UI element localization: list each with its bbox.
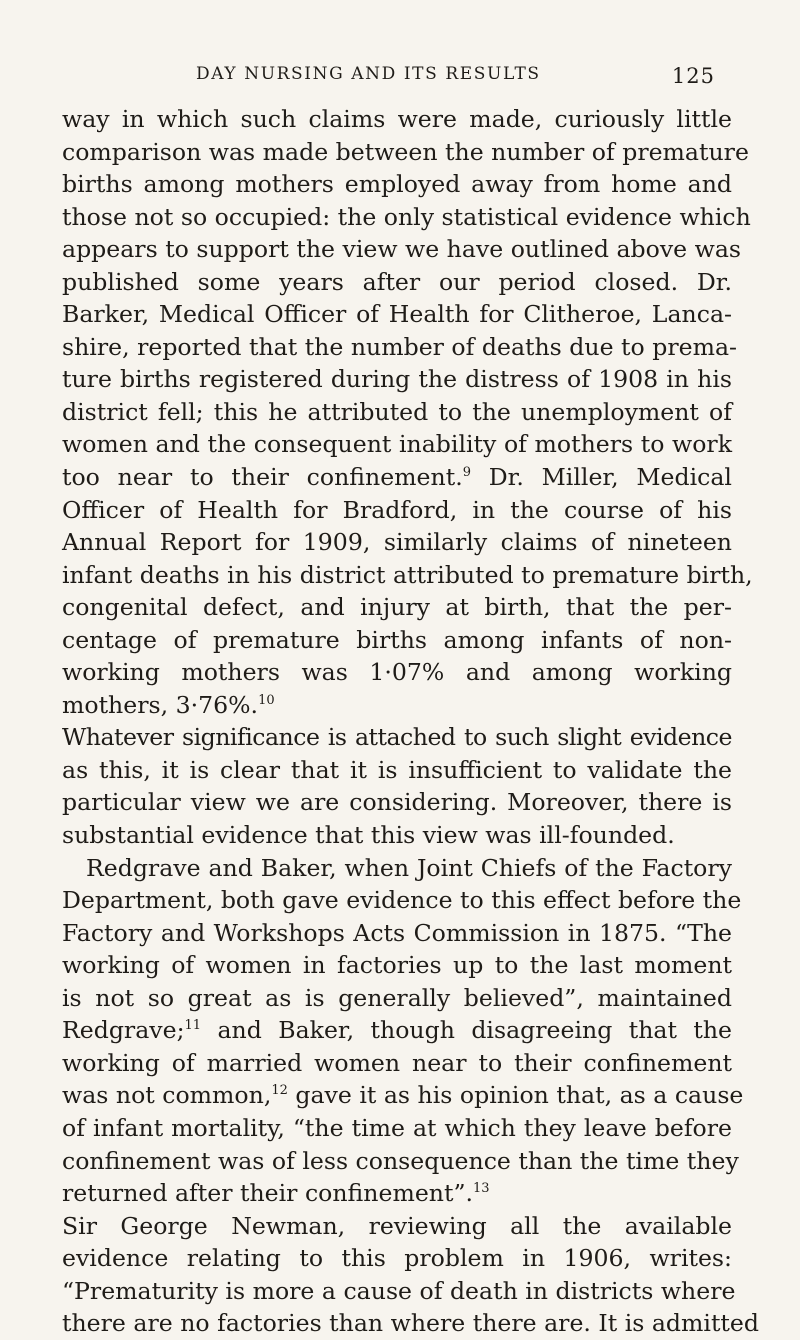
footnote-marker[interactable]: 13 bbox=[473, 1181, 490, 1197]
text-line: centage of premature births among infants of non- bbox=[62, 625, 732, 654]
text-line: congenital defect, and injury at birth, that the per- bbox=[62, 593, 732, 622]
page-number: 125 bbox=[671, 64, 715, 88]
text-line: confinement was of less consequence than the time they bbox=[62, 1146, 739, 1175]
paragraph bbox=[62, 721, 732, 851]
text-line: working of women in factories up to the last moment bbox=[62, 951, 732, 980]
text-line: district fell; this he attributed to the unemployment of bbox=[62, 397, 732, 426]
text-line: Barker, Medical Officer of Health for Clitheroe, Lanca- bbox=[62, 300, 732, 329]
text-segment: was not common, bbox=[62, 1081, 272, 1110]
running-head bbox=[0, 64, 800, 88]
text-line: is not so great as is generally believed”, maintained bbox=[62, 983, 732, 1012]
text-line: Officer of Health for Bradford, in the course of his bbox=[62, 495, 732, 524]
text-line: Redgrave and Baker, when Joint Chiefs of the Factory bbox=[86, 853, 732, 882]
text-line: births among mothers employed away from home and bbox=[62, 170, 732, 199]
text-segment: mothers, 3·76%. bbox=[62, 690, 259, 719]
text-line: working mothers was 1·07% and among working bbox=[62, 658, 732, 687]
text-line: ture births registered during the distress of 1908 in his bbox=[62, 365, 732, 394]
text-segment: gave it as his opinion that, as a cause bbox=[287, 1081, 744, 1110]
text-line-with-footnote bbox=[62, 1014, 732, 1047]
text-line: shire, reported that the number of deaths due to prema- bbox=[62, 332, 737, 361]
text-line-with-footnote bbox=[62, 1177, 732, 1210]
text-segment: returned after their confinement”. bbox=[62, 1179, 474, 1208]
text-line-with-footnote bbox=[62, 689, 732, 722]
body-text bbox=[62, 103, 759, 1340]
text-line: as this, it is clear that it is insufficient to validate the bbox=[62, 755, 732, 784]
running-title: DAY NURSING AND ITS RESULTS bbox=[196, 64, 541, 84]
text-line: working of married women near to their confinement bbox=[62, 1048, 732, 1077]
text-segment: Redgrave; bbox=[62, 1016, 185, 1045]
text-segment: Dr. Miller, Medical bbox=[470, 463, 732, 492]
footnote-marker[interactable]: 11 bbox=[184, 1018, 202, 1034]
footnote-marker[interactable]: 10 bbox=[258, 692, 275, 708]
text-line-with-footnote bbox=[62, 461, 732, 494]
footnote-marker[interactable]: 9 bbox=[462, 465, 471, 481]
text-line: comparison was made between the number of premature bbox=[62, 137, 749, 166]
text-line: those not so occupied: the only statistical evidence which bbox=[62, 202, 751, 231]
text-line: way in which such claims were made, curiously little bbox=[62, 105, 732, 133]
text-line-with-footnote bbox=[62, 1079, 744, 1112]
text-line: infant deaths in his district attributed to premature birth, bbox=[62, 560, 753, 589]
text-line: particular view we are considering. Moreover, there is bbox=[62, 788, 732, 817]
text-line: Annual Report for 1909, similarly claims of nineteen bbox=[62, 528, 732, 557]
paragraph bbox=[62, 852, 744, 1210]
footnote-marker[interactable]: 12 bbox=[271, 1083, 288, 1099]
text-line: Department, both gave evidence to this effect before the bbox=[62, 886, 742, 915]
text-line: appears to support the view we have outlined above was bbox=[62, 235, 741, 264]
text-segment: and Baker, though disagreeing that the bbox=[201, 1016, 732, 1045]
text-line: substantial evidence that this view was ill-founded. bbox=[62, 821, 675, 850]
text-segment: too near to their confinement. bbox=[62, 463, 463, 492]
paragraph bbox=[62, 1210, 759, 1340]
text-line: evidence relating to this problem in 1906, writes: bbox=[62, 1244, 732, 1273]
text-line: “Prematurity is more a cause of death in districts where bbox=[62, 1276, 736, 1305]
text-line: there are no factories than where there are. It is admitted bbox=[62, 1309, 759, 1338]
text-line: Sir George Newman, reviewing all the available bbox=[62, 1211, 732, 1240]
text-line: published some years after our period closed. Dr. bbox=[62, 267, 732, 296]
text-line: Factory and Workshops Acts Commission in 1875. “The bbox=[62, 918, 732, 947]
text-line: Whatever significance is attached to such slight evidence bbox=[62, 723, 732, 752]
text-line: women and the consequent inability of mothers to work bbox=[62, 430, 732, 459]
paragraph bbox=[62, 103, 753, 721]
text-line: of infant mortality, “the time at which they leave before bbox=[62, 1113, 732, 1142]
